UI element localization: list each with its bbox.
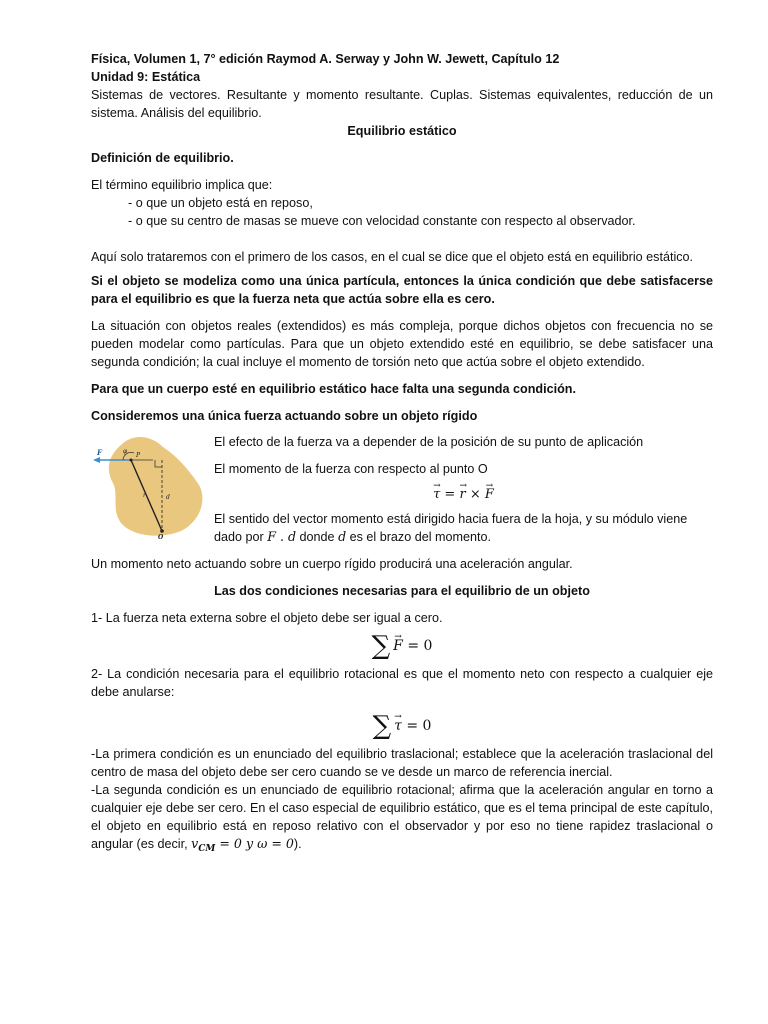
figure-text-moment: El momento de la fuerza con respecto al punto O: [214, 462, 488, 476]
figure-text-effect: El efecto de la fuerza va a depender de la posición de su punto de aplicación: [214, 435, 644, 449]
definition-intro: El término equilibrio implica que:: [91, 178, 273, 192]
label-phi: φ: [123, 448, 128, 455]
label-r: r: [143, 492, 146, 499]
paragraph-second-condition: Para que un cuerpo esté en equilibrio estático hace falta una segunda condición.: [91, 382, 576, 396]
paragraph-extended-objects: La situación con objetos reales (extendidos) es más compleja, porque dichos objetos con frecuencia no se pueden modelar como partículas. Para que un objeto extendido esté en equilibrio, se debe satisfacer una segunda condición; la cual incluye el momento de torsión neto que actúa sobre el objeto extendido.: [91, 319, 713, 369]
condition-1: 1- La fuerza neta externa sobre el objeto debe ser igual a cero.: [91, 611, 443, 625]
rigid-body-diagram: [91, 433, 211, 539]
point-O: [160, 529, 164, 533]
note-rotational: -La segunda condición es un enunciado de equilibrio rotacional; afirma que la aceleración angular en torno a cualquier eje debe ser cero. En el caso especial de equilibrio estático, que es el tema principal de este capítulo, el objeto en equilibrio está en reposo relativo con el observador y por eso no tiene rapidez traslacional o angular (es decir, $v_{CM} = 0$ y ω = 0).: [91, 783, 713, 854]
figure-row: [91, 433, 713, 546]
section-title: Equilibrio estático: [347, 124, 457, 138]
sigma-symbol: ∑: [371, 631, 391, 661]
definition-item: - o que su centro de masas se mueve con velocidad constante con respecto al observador.: [128, 214, 636, 228]
label-d: d: [166, 494, 170, 501]
paragraph-particle-condition: Si el objeto se modeliza como una única partícula, entonces la única condición que debe satisfacerse para el equilibrio es que la fuerza neta que actúa sobre ella es cero.: [91, 274, 713, 306]
eq-F: → F: [485, 486, 494, 504]
sum-force-rhs: = 0: [407, 638, 433, 654]
sum-force-equation: [91, 631, 713, 661]
sigma-symbol: ∑: [372, 711, 392, 741]
unit-title: Unidad 9: Estática: [91, 70, 201, 84]
sum-torque-rhs: = 0: [406, 718, 432, 734]
point-P: [130, 459, 133, 462]
sum-torque-var: → τ: [394, 717, 402, 735]
label-O: O: [158, 534, 164, 539]
eq-times: ×: [469, 487, 481, 502]
sum-torque-equation: [91, 711, 713, 741]
note-translational: -La primera condición es un enunciado del equilibrio traslacional; establece que la aceleración traslacional del centro de masa del objeto debe ser cero cuando se ve desde un marco de referencia inercial.: [91, 747, 713, 779]
force-arrow-head: [93, 457, 100, 463]
conditions-heading: Las dos condiciones necesarias para el equilibrio de un objeto: [214, 584, 590, 598]
definition-item: - o que un objeto está en reposo,: [128, 196, 313, 210]
label-P: P: [136, 452, 141, 459]
sum-force-var: → F: [393, 637, 403, 655]
rigid-body-figure: [91, 433, 211, 546]
eq-r: → r: [459, 486, 465, 504]
figure-text: [214, 433, 713, 546]
eq-tau: → τ: [433, 486, 440, 504]
angular-acceleration-note: Un momento neto actuando sobre un cuerpo rígido producirá una aceleración angular.: [91, 557, 573, 571]
condition-2: 2- La condición necesaria para el equilibrio rotacional es que el momento neto con respecto a cualquier eje debe anularse:: [91, 667, 713, 699]
figure-text-direction: El sentido del vector momento está dirigido hacia fuera de la hoja, y su módulo viene dado por F . d donde d es el brazo del momento.: [214, 512, 688, 544]
eq-equals: =: [444, 487, 456, 502]
label-F: F: [97, 448, 102, 457]
unit-topics: Sistemas de vectores. Resultante y momento resultante. Cuplas. Sistemas equivalentes, reducción de un sistema. Análisis del equilibrio.: [91, 88, 713, 120]
paragraph-static-case: Aquí solo trataremos con el primero de los casos, en el cual se dice que el objeto está en equilibrio estático.: [91, 250, 694, 264]
book-reference: Física, Volumen 1, 7° edición Raymod A. Serway y John W. Jewett, Capítulo 12: [91, 52, 560, 66]
paragraph-single-force: Consideremos una única fuerza actuando sobre un objeto rígido: [91, 409, 478, 423]
definition-heading: Definición de equilibrio.: [91, 151, 234, 165]
document-page: [91, 50, 713, 858]
torque-equation: [214, 486, 713, 504]
